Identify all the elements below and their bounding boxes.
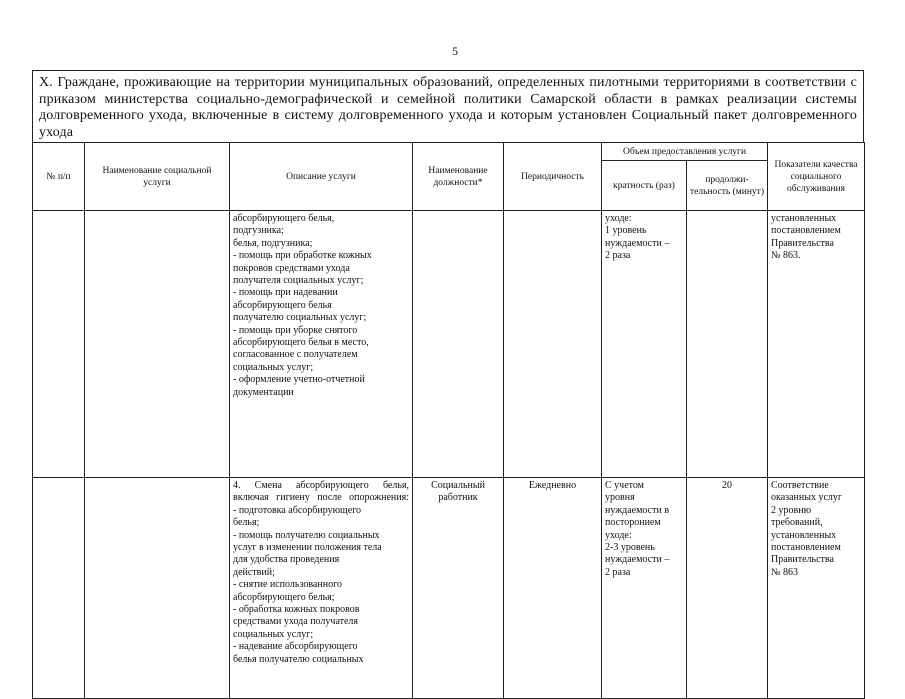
- header-num: № п/п: [33, 143, 85, 211]
- quality-line: Соответствие: [771, 480, 829, 491]
- description-line: белья;: [233, 517, 260, 529]
- cell-periodicity: Ежедневно: [504, 478, 602, 699]
- quality-line: № 863.: [771, 250, 801, 262]
- description-line: действий;: [233, 566, 275, 578]
- table-header-row: [33, 143, 865, 161]
- table-row: [33, 478, 865, 699]
- description-line: - помощь получателю социальных: [233, 529, 380, 541]
- cell-multiplicity: [602, 478, 687, 699]
- cell-num: [33, 211, 85, 478]
- description-line: - помощь при надевании: [233, 287, 338, 299]
- multiplicity-line: С учетом: [605, 480, 645, 491]
- description-line: подгузника;: [233, 225, 284, 237]
- description-line: абсорбирующего белья: [233, 299, 332, 311]
- header-description: Описание услуги: [230, 143, 413, 211]
- description-line: - подготовка абсорбирующего: [233, 504, 362, 516]
- description-line: покровов средствами ухода: [233, 262, 350, 274]
- description-line: для удобства проведения: [233, 554, 340, 566]
- quality-line: Правительства: [771, 237, 834, 249]
- description-line: социальных услуг;: [233, 628, 314, 640]
- multiplicity-line: посторонием: [605, 517, 661, 529]
- multiplicity-line: уровня: [605, 492, 635, 504]
- header-service-name: Наименование социальной услуги: [85, 143, 230, 211]
- header-duration: продолжи-тельность (минут): [687, 161, 768, 211]
- multiplicity-line: 1 уровень: [605, 225, 647, 237]
- services-table: [32, 142, 865, 699]
- multiplicity-line: 2 раза: [605, 566, 631, 578]
- cell-periodicity: [504, 211, 602, 478]
- quality-line: 2 уровню: [771, 504, 812, 516]
- description-line: - снятие использованного: [233, 579, 342, 591]
- description-line: - помощь при уборке снятого: [233, 324, 358, 336]
- description-line: абсорбирующего белья,: [233, 213, 335, 224]
- multiplicity-line: нуждаемости в: [605, 504, 670, 516]
- table-row: [33, 211, 865, 478]
- header-quality: Показатели качества социального обслуживания: [768, 143, 865, 211]
- description-line: белья получателю социальных: [233, 653, 364, 665]
- quality-line: оказанных услуг: [771, 492, 842, 504]
- description-line: белья, подгузника;: [233, 237, 313, 249]
- description-line: согласованное с получателем: [233, 349, 358, 361]
- description-line: - надевание абсорбирующего: [233, 641, 358, 653]
- cell-description: [230, 211, 413, 478]
- description-line: документации: [233, 386, 294, 398]
- description-title: 4. Смена абсорбирующего белья, включая гигиену после опорожнения:: [233, 480, 409, 504]
- section-heading: X. Граждане, проживающие на территории муниципальных образований, определенных пилотными территориями в соответствии с приказом министерства социально-демографической и семейной политики Самарской области в рамках реализации системы долговременного ухода, включенные в систему долговременного ухода и которым установлен Социальный пакет долговременного ухода: [32, 70, 864, 142]
- quality-line: постановлением: [771, 542, 841, 554]
- page-number: 5: [452, 44, 458, 58]
- quality-line: постановлением: [771, 225, 841, 237]
- cell-num: [33, 478, 85, 699]
- cell-quality: [768, 478, 865, 699]
- cell-description: [230, 478, 413, 699]
- quality-line: установленных: [771, 529, 837, 541]
- cell-quality: [768, 211, 865, 478]
- multiplicity-line: уходе:: [605, 529, 632, 541]
- header-position: Наименование должности*: [413, 143, 504, 211]
- multiplicity-line: уходе:: [605, 213, 632, 224]
- cell-position: [413, 211, 504, 478]
- multiplicity-line: нуждаемости –: [605, 237, 670, 249]
- quality-line: № 863: [771, 566, 799, 578]
- multiplicity-line: 2 раза: [605, 250, 631, 262]
- quality-line: Правительства: [771, 554, 834, 566]
- description-line: - оформление учетно-отчетной: [233, 374, 365, 386]
- quality-line: требований,: [771, 517, 823, 529]
- description-line: абсорбирующего белья в место,: [233, 337, 369, 349]
- cell-duration: 20: [687, 478, 768, 699]
- cell-multiplicity: [602, 211, 687, 478]
- multiplicity-line: 2-3 уровень: [605, 542, 655, 554]
- description-line: - обработка кожных покровов: [233, 604, 360, 616]
- description-line: получателю социальных услуг;: [233, 312, 367, 324]
- cell-service-name: [85, 211, 230, 478]
- quality-line: установленных: [771, 213, 837, 224]
- cell-service-name: [85, 478, 230, 699]
- description-line: абсорбирующего белья;: [233, 591, 335, 603]
- header-periodicity: Периодичность: [504, 143, 602, 211]
- header-multiplicity: кратность (раз): [602, 161, 687, 211]
- description-line: социальных услуг;: [233, 361, 314, 373]
- description-line: средствами ухода получателя: [233, 616, 359, 628]
- cell-duration: [687, 211, 768, 478]
- description-line: получателя социальных услуг;: [233, 275, 364, 287]
- header-volume: Объем предоставления услуги: [602, 143, 768, 161]
- multiplicity-line: нуждаемости –: [605, 554, 670, 566]
- description-line: - помощь при обработке кожных: [233, 250, 372, 262]
- cell-position: Социальный работник: [413, 478, 504, 699]
- description-line: услуг в изменении положения тела: [233, 542, 382, 554]
